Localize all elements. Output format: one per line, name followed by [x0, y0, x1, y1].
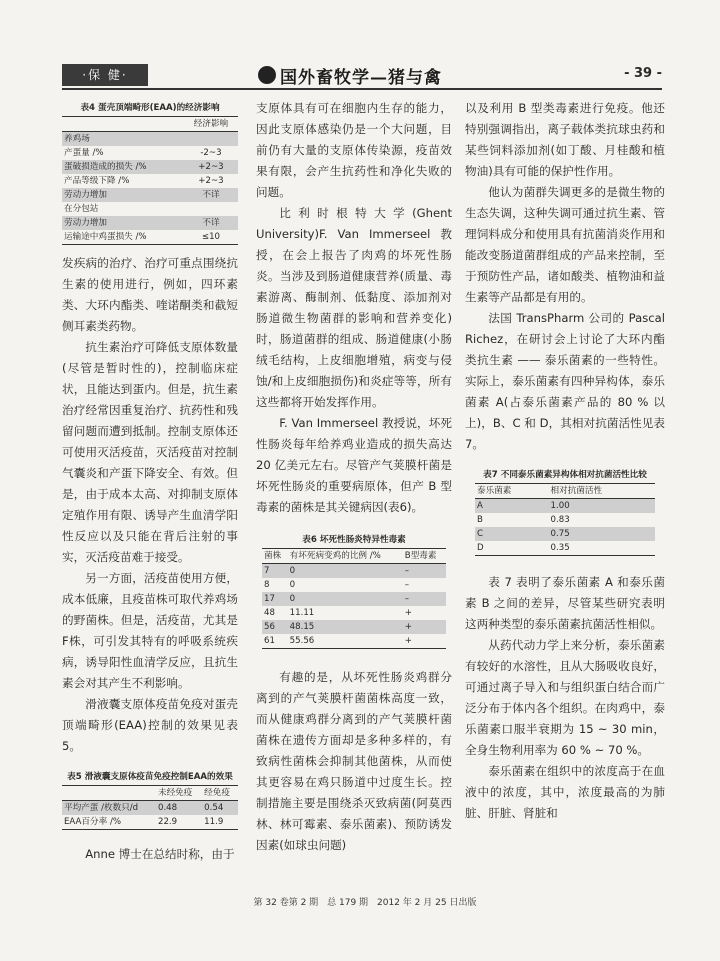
- table-cell: +2~3: [198, 176, 224, 186]
- table-cell: -2~3: [200, 148, 222, 158]
- table-cell: 11.9: [204, 817, 224, 827]
- table-cell: –: [404, 580, 410, 590]
- page-footer: 第 32 卷第 2 期 总 179 期 2012 年 2 月 25 日出版: [253, 898, 477, 908]
- table-cell: 0.48: [157, 803, 178, 813]
- table-header: 泰乐菌素: [477, 486, 512, 496]
- table-cell: 劳动力增加: [64, 218, 107, 228]
- table-cell: B: [477, 515, 483, 525]
- table-cell: EAA百分率 /%: [64, 817, 122, 827]
- table-row: [62, 216, 238, 230]
- table-header: [62, 786, 156, 801]
- paragraph: 滑液囊支原体疫苗免疫对蛋壳顶端畸形(EAA)控制的效果见表5。: [62, 697, 238, 753]
- header-divider: [62, 88, 662, 90]
- table-cell: 蛋破损造成的损失 /%: [64, 162, 147, 172]
- journal-title: 国外畜牧学—猪与禽: [280, 67, 442, 88]
- table-cell: +: [404, 608, 412, 618]
- paragraph: 有趣的是，从坏死性肠炎鸡群分离到的产气荚膜杆菌菌株高度一致，而从健康鸡群分离到的产气荚膜杆菌菌株在遗传方面却是多种多样的，有致病性菌株会抑制其他菌株，从而使其更容易在鸡只肠道中过度生长。控制措施主要是围绕杀灭致病菌(阿莫西林、林可霉素、泰乐菌素)、预防诱发因素(如球虫问题): [256, 670, 452, 852]
- paragraph: 法国 TransPharm 公司的 Pascal Richez，在研讨会上讨论了大环内酯类抗生素 —— 泰乐菌素的一些特性。实际上，泰乐菌素有四种异构体，泰乐菌素 A(占泰乐菌素产品的 80 % 以上)，B、C 和 D，其相对抗菌活性见表 7。: [465, 311, 665, 451]
- table-cell: 48: [264, 608, 275, 618]
- paragraph: 他认为菌群失调更多的是微生物的生态失调，这种失调可通过抗生素、管理饲料成分和使用具有抗菌消炎作用和能改变肠道菌群组成的产品来控制，至于预防性产品，诸如酸类、植物油和益生素等产品都是有用的。: [465, 185, 665, 304]
- table-header: B型毒素: [404, 551, 437, 561]
- table-cell: 22.9: [157, 817, 178, 827]
- table-row: [62, 132, 238, 147]
- table-row: [62, 174, 238, 188]
- table-row: [62, 801, 238, 816]
- table-cell: ≤10: [201, 232, 221, 242]
- table-row: [62, 202, 238, 216]
- table-cell: –: [404, 594, 410, 604]
- table-5-caption: 表5 滑液囊支原体疫苗免疫控制EAA的效果: [67, 772, 233, 782]
- table-cell: 56: [264, 622, 275, 632]
- table-cell: +2~3: [198, 162, 224, 172]
- paragraph: 另一方面，活疫苗使用方便，成本低廉，且疫苗株可取代养鸡场的野菌株。但是，活疫苗，尤其是F株，可引发其特有的呼吸系统疾病，诱导阳性血清学反应，且抗生素会对其产生不利影响。: [62, 571, 238, 690]
- table-row: [262, 564, 446, 579]
- table-cell: 17: [264, 594, 275, 604]
- table-header: 菌株: [264, 551, 282, 561]
- table-cell: 平均产蛋 /枚数只/d: [64, 803, 139, 813]
- journal-logo-icon: [258, 66, 276, 84]
- paragraph: 从药代动力学上来分析，泰乐菌素有较好的水溶性，且从大肠吸收良好，可通过离子导入和与组织蛋白结合而广泛分布于体内各个组织。在肉鸡中，泰乐菌素口服半衰期为 15 ~ 30 min，全身生物利用率为 60 % ~ 70 %。: [465, 638, 665, 757]
- table-cell: 在分包站: [64, 204, 99, 214]
- table-header: 未经免疫: [157, 788, 193, 798]
- table-4-header-blank: [62, 117, 184, 132]
- table-row: [62, 146, 238, 160]
- paragraph: 表 7 表明了泰乐菌素 A 和泰乐菌素 B 之间的差异，尽管某些研究表明这两种类型的泰乐菌素抗菌活性相似。: [465, 575, 665, 631]
- table-row: [62, 160, 238, 174]
- table-cell: 11.11: [289, 608, 315, 618]
- table-header: 经免疫: [204, 788, 230, 798]
- table-row: [62, 230, 238, 245]
- table-cell: 61: [264, 636, 275, 646]
- table-4: [62, 102, 238, 245]
- table-cell: 0.75: [550, 529, 570, 539]
- table-cell: 0.83: [550, 515, 570, 525]
- table-cell: 产品等级下降 /%: [64, 176, 130, 186]
- table-row: [262, 634, 446, 649]
- paragraph: 比利时根特大学(Ghent University)F. Van Immerseel 教授，在会上报告了肉鸡的坏死性肠炎。当涉及到肠道健康营养(质量、毒素游离、酶制剂、低黏度、添加剂对肠道微生物菌群的影响和营养变化)时，肠道菌群的组成、肠道健康(小肠绒毛结构，上皮细胞增殖，病变与侵蚀/和上皮细胞损伤)和炎症等等，所有这些都将开始发挥作用。: [256, 206, 452, 409]
- table-row: [475, 513, 655, 527]
- table-cell: 0: [289, 566, 296, 576]
- table-4-caption: 表4 蛋壳顶端畸形(EAA)的经济影响: [80, 103, 220, 113]
- table-cell: 产蛋量 /%: [64, 148, 104, 158]
- table-cell: 8: [264, 580, 270, 590]
- masthead: [250, 62, 450, 88]
- table-7-caption: 表7 不同泰乐菌素异构体相对抗菌活性比较: [483, 470, 647, 480]
- column-2: [256, 98, 452, 856]
- table-cell: 0.35: [550, 543, 570, 553]
- table-row: [262, 620, 446, 634]
- table-cell: –: [404, 566, 410, 576]
- table-4-header: 经济影响: [193, 119, 229, 129]
- table-cell: 55.56: [289, 636, 315, 646]
- table-cell: [184, 202, 238, 216]
- table-5: [62, 771, 238, 830]
- table-cell: D: [477, 543, 484, 553]
- table-row: [475, 541, 655, 556]
- table-header: 有坏死病变鸡的比例 /%: [289, 551, 381, 561]
- paragraph: 支原体具有可在细胞内生存的能力，因此支原体感染仍是一个大问题，目前仍有大量的支原体传染源，疫苗效果有限，会产生抗药性和净化失败的问题。: [256, 101, 452, 199]
- table-cell: C: [477, 529, 484, 539]
- paragraph: 发疾病的治疗、治疗可重点围绕抗生素的使用进行，例如，四环素类、大环内酯类、喹诺酮类和截短侧耳素类药物。: [62, 256, 238, 333]
- table-cell: 0.54: [204, 803, 224, 813]
- paragraph: 泰乐菌素在组织中的浓度高于在血液中的浓度，其中，浓度最高的为肺脏、肝脏、肾脏和: [465, 764, 665, 820]
- table-cell: 不详: [202, 218, 220, 228]
- table-row: [475, 499, 655, 514]
- table-cell: 48.15: [289, 622, 315, 632]
- column-3: [465, 98, 665, 824]
- table-header: 相对抗菌活性: [550, 486, 603, 496]
- page-number: - 39 -: [624, 66, 662, 81]
- table-6-caption: 表6 坏死性肠炎特异性毒素: [302, 535, 406, 545]
- table-cell: 0: [289, 594, 296, 604]
- section-tab: ·保 健·: [62, 64, 148, 86]
- table-7: [475, 469, 655, 556]
- table-cell: 运输途中鸡蛋损失 /%: [64, 232, 147, 242]
- table-cell: +: [404, 622, 412, 632]
- table-cell: 0: [289, 580, 296, 590]
- table-6: [262, 534, 446, 649]
- table-cell: +: [404, 636, 412, 646]
- table-cell: 养鸡场: [64, 134, 90, 144]
- table-cell: 不详: [202, 190, 220, 200]
- paragraph: 抗生素治疗可降低支原体数量(尽管是暂时性的)，控制临床症状，且能达到蛋内。但是，抗生素治疗经常因重复治疗、抗药性和残留问题而遭到抵制。控制支原体还可使用灭活疫苗，灭活疫苗对控制气囊炎和产蛋下降安全、有效。但是，由于成本太高、对抑制支原体定殖作用有限、诱导产生血清学阳性反应以及只能在背后注射的事实，灭活疫苗难于接受。: [62, 340, 238, 564]
- table-row: [262, 592, 446, 606]
- table-row: [62, 815, 238, 830]
- table-row: [62, 188, 238, 202]
- table-cell: 7: [264, 566, 270, 576]
- paragraph: F. Van Immerseel 教授说，坏死性肠炎每年给养鸡业造成的损失高达 20 亿美元左右。尽管产气荚膜杆菌是坏死性肠炎的重要病原体，但产 B 型毒素的菌株是其关键病因(表6)。: [256, 416, 452, 514]
- table-row: [262, 578, 446, 592]
- paragraph: 以及利用 B 型类毒素进行免疫。他还特别强调指出，离子载体类抗球虫药和某些饲料添加剂(如丁酸、月桂酸和植物油)具有可能的保护性作用。: [465, 101, 665, 178]
- column-1: [62, 98, 238, 865]
- table-row: [262, 606, 446, 620]
- table-cell: 劳动力增加: [64, 190, 107, 200]
- table-cell: A: [477, 501, 483, 511]
- table-row: [475, 527, 655, 541]
- paragraph: Anne 博士在总结时称，由于: [85, 847, 235, 861]
- table-cell: 1.00: [550, 501, 570, 511]
- table-cell: [184, 132, 238, 147]
